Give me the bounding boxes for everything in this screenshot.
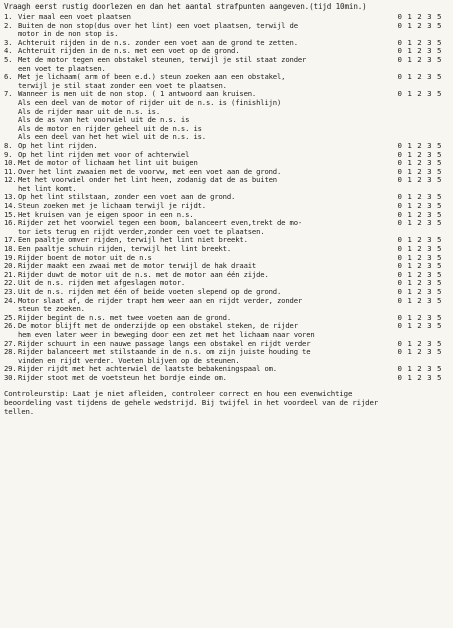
question-text: Met de motor of lichaam het lint uit buigen xyxy=(18,158,198,168)
question-text: Op het lint rijden met voor of achterwiel xyxy=(18,149,190,159)
question-text: Rijder schuurt in een nauwe passage langs een obstakel en rijdt verder xyxy=(18,338,311,348)
question-text-continued: Als de motor en rijder geheel uit de n.s. is xyxy=(18,123,202,133)
question-number: 23. xyxy=(4,287,17,296)
question-number: 9. xyxy=(4,149,13,159)
question-text: Een paaltje schuin rijden, terwijl het lint breekt. xyxy=(18,244,232,254)
question-item xyxy=(4,176,452,193)
penalty-score-options[interactable]: 0 1 2 3 5 xyxy=(397,54,442,64)
question-item xyxy=(4,322,452,339)
question-number: 27. xyxy=(4,338,17,348)
question-text: Een paaltje omver rijden, terwijl het lint niet breekt. xyxy=(18,235,248,245)
question-number: 28. xyxy=(4,347,17,357)
penalty-score-options[interactable]: 0 1 2 3 5 xyxy=(397,347,442,357)
question-number: 5. xyxy=(4,54,13,64)
question-number: 25. xyxy=(4,312,17,322)
penalty-score-options[interactable]: 0 1 2 3 5 xyxy=(397,372,442,382)
question-text-continued: tor iets terug en rijdt verder,zonder een voet te plaatsen. xyxy=(18,226,265,236)
question-text-continued: Als de rijder maar uit de n.s. is. xyxy=(18,106,161,116)
question-number: 26. xyxy=(4,321,17,331)
question-text: Rijder rijdt met het achterwiel de laatste bebakeningspaal om. xyxy=(18,364,277,374)
penalty-score-options[interactable]: 0 1 2 3 5 xyxy=(397,312,442,322)
question-text: Rijder boent de motor uit de n.s xyxy=(18,252,152,262)
controller-tip-line: Controleurstip: Laat je niet afleiden, controleer correct en hou een evenwichtige xyxy=(4,388,353,398)
question-number: 22. xyxy=(4,278,17,288)
penalty-score-options[interactable]: 0 1 2 3 5 xyxy=(397,261,442,271)
question-number: 18. xyxy=(4,244,17,254)
penalty-score-options[interactable]: 0 1 2 3 5 xyxy=(397,158,442,168)
question-text-continued: steun te zoeken. xyxy=(18,304,85,314)
question-text: Rijder zet het voorwiel tegen een boom, balanceert even,trekt de mo- xyxy=(18,218,303,228)
question-number: 19. xyxy=(4,252,17,262)
sheet-instructions: Vraagh eerst rustig doorlezen en dan het aantal strafpunten aangeven.(tijd 10min.) xyxy=(4,2,367,11)
question-text-continued: terwijl je stil staat zonder een voet te plaatsen. xyxy=(18,80,227,90)
question-text: Rijder duwt de motor uit de n.s. met de motor aan één zijde. xyxy=(18,269,269,279)
question-text-continued: vinden en rijdt verder. Voeten blijven op de steunen. xyxy=(18,355,240,365)
question-number: 30. xyxy=(4,372,17,382)
question-number: 17. xyxy=(4,235,17,245)
sheet-body xyxy=(4,2,452,416)
question-text: Uit de n.s. rijden met afgeslagen motor. xyxy=(18,278,186,288)
question-text: Op het lint rijden. xyxy=(18,140,98,150)
penalty-score-options[interactable]: 0 1 2 3 5 xyxy=(397,209,442,219)
question-text: Rijder balanceert met stilstaande in de n.s. om zijn juiste houding te xyxy=(18,347,311,357)
question-number: 29. xyxy=(4,364,17,374)
penalty-score-options[interactable]: 0 1 2 3 5 xyxy=(397,321,442,331)
penalty-score-options[interactable]: 0 1 2 3 5 xyxy=(397,20,442,30)
question-text: Met het voorwiel onder het lint heen, zodanig dat de as buiten xyxy=(18,175,277,185)
penalty-score-options[interactable]: 0 1 2 3 5 xyxy=(397,192,442,202)
question-item xyxy=(4,348,452,365)
penalty-score-options[interactable]: 0 1 2 3 5 xyxy=(397,12,442,21)
question-text-continued: een voet te plaatsen. xyxy=(18,63,106,73)
question-text: Over het lint zwaaien met de voorvw, met een voet aan de grond. xyxy=(18,166,282,176)
question-list xyxy=(4,13,452,383)
penalty-score-options[interactable]: 0 1 2 3 5 xyxy=(397,218,442,228)
question-number: 6. xyxy=(4,72,13,82)
question-number: 14. xyxy=(4,201,17,211)
question-number: 2. xyxy=(4,20,13,30)
question-text: Achteruit rijden in de n.s. met een voet op de grond. xyxy=(18,46,240,56)
question-text: Buiten de non stop(dus over het lint) een voet plaatsen, terwijl de xyxy=(18,20,298,30)
question-text: De motor blijft met de onderzijde op een obstakel steken, de rijder xyxy=(18,321,298,331)
question-number: 3. xyxy=(4,37,13,47)
question-text: Rijder stoot met de voetsteun het bordje einde om. xyxy=(18,372,227,382)
controller-tip xyxy=(4,389,452,416)
question-text: Met je lichaam( arm of been e.d.) steun zoeken aan een obstakel, xyxy=(18,72,286,82)
penalty-score-options[interactable]: 0 1 2 3 5 xyxy=(397,46,442,56)
question-number: 15. xyxy=(4,209,17,219)
question-item xyxy=(4,297,452,314)
question-text-continued: het lint komt. xyxy=(18,183,77,193)
penalty-score-options[interactable]: 0 1 2 3 5 xyxy=(397,269,442,279)
question-item xyxy=(4,90,452,142)
penalty-score-options[interactable]: 0 1 2 3 5 xyxy=(397,278,442,288)
question-text: Rijder begint de n.s. met twee voeten aan de grond. xyxy=(18,312,232,322)
question-number: 1. xyxy=(4,12,13,21)
question-number: 8. xyxy=(4,140,13,150)
question-text-continued: Als een deel van de motor of rijder uit de n.s. is (finishlijn) xyxy=(18,97,282,107)
penalty-score-options[interactable]: 0 1 2 3 5 xyxy=(397,140,442,150)
question-number: 7. xyxy=(4,89,13,99)
penalty-score-options[interactable]: 0 1 2 3 5 xyxy=(397,37,442,47)
penalty-score-options[interactable]: 0 1 2 3 5 xyxy=(397,89,442,99)
penalty-score-options[interactable]: 0 1 2 3 5 xyxy=(397,149,442,159)
question-text: Rijder maakt een zwaai met de motor terwijl de hak draait xyxy=(18,261,257,271)
question-text: Wanneer is men uit de non stop. ( 1 antwoord aan kruisen. xyxy=(18,89,257,99)
question-number: 21. xyxy=(4,269,17,279)
question-number: 11. xyxy=(4,166,17,176)
question-number: 24. xyxy=(4,295,17,305)
question-number: 4. xyxy=(4,46,13,56)
question-item xyxy=(4,219,452,236)
question-text: Motor slaat af, de rijder trapt hem weer aan en rijdt verder, zonder xyxy=(18,295,303,305)
penalty-score-options[interactable]: 0 1 2 3 5 xyxy=(397,338,442,348)
penalty-score-options[interactable]: 0 1 2 3 5 xyxy=(397,175,442,185)
question-item xyxy=(4,374,452,383)
question-text: Vier maal een voet plaatsen xyxy=(18,12,131,21)
question-number: 13. xyxy=(4,192,17,202)
question-text-continued: motor in de non stop is. xyxy=(18,29,119,39)
penalty-score-options[interactable]: 0 1 2 3 5 xyxy=(397,166,442,176)
question-number: 16. xyxy=(4,218,17,228)
question-text-continued: hem even later weer in beweging door een zet met het lichaam naar voren xyxy=(18,329,315,339)
penalty-score-options[interactable]: 0 1 2 3 5 xyxy=(397,244,442,254)
penalty-score-options[interactable]: 0 1 2 3 5 xyxy=(397,364,442,374)
penalty-score-options[interactable]: 0 1 2 3 5 xyxy=(397,295,442,305)
question-text: Het kruisen van je eigen spoor in een n.s. xyxy=(18,209,194,219)
controller-tip-line: beoordeling vast tijdens de gehele wedstrijd. Bij twijfel in het voordeel van de rijder xyxy=(4,397,379,407)
question-text: Steun zoeken met je lichaam terwijl je rijdt. xyxy=(18,201,206,211)
question-text: Uit de n.s. rijden met één of beide voeten slepend op de grond. xyxy=(18,287,282,296)
question-item xyxy=(4,56,452,73)
question-number: 12. xyxy=(4,175,17,185)
question-text-continued: Als een deel van het het wiel uit de n.s. is. xyxy=(18,132,206,142)
question-item xyxy=(4,22,452,39)
question-text: Met de motor tegen een obstakel steunen, terwijl je stil staat zonder xyxy=(18,54,307,64)
question-text: Achteruit rijden in de n.s. zonder een voet aan de grond te zetten. xyxy=(18,37,298,47)
controller-tip-line: tellen. xyxy=(4,406,35,416)
penalty-score-options[interactable]: 0 1 2 3 5 xyxy=(397,201,442,211)
question-item xyxy=(4,73,452,90)
question-text: Op het lint stilstaan, zonder een voet aan de grond. xyxy=(18,192,236,202)
question-text-continued: Als de as van het voorwiel uit de n.s. is xyxy=(18,115,190,125)
question-number: 10. xyxy=(4,158,17,168)
penalty-score-options[interactable]: 0 1 2 3 5 xyxy=(397,72,442,82)
question-number: 20. xyxy=(4,261,17,271)
penalty-score-options[interactable]: 0 1 2 3 5 xyxy=(397,287,442,296)
penalty-score-options[interactable]: 0 1 2 3 5 xyxy=(397,235,442,245)
penalty-score-options[interactable]: 0 1 2 3 5 xyxy=(397,252,442,262)
